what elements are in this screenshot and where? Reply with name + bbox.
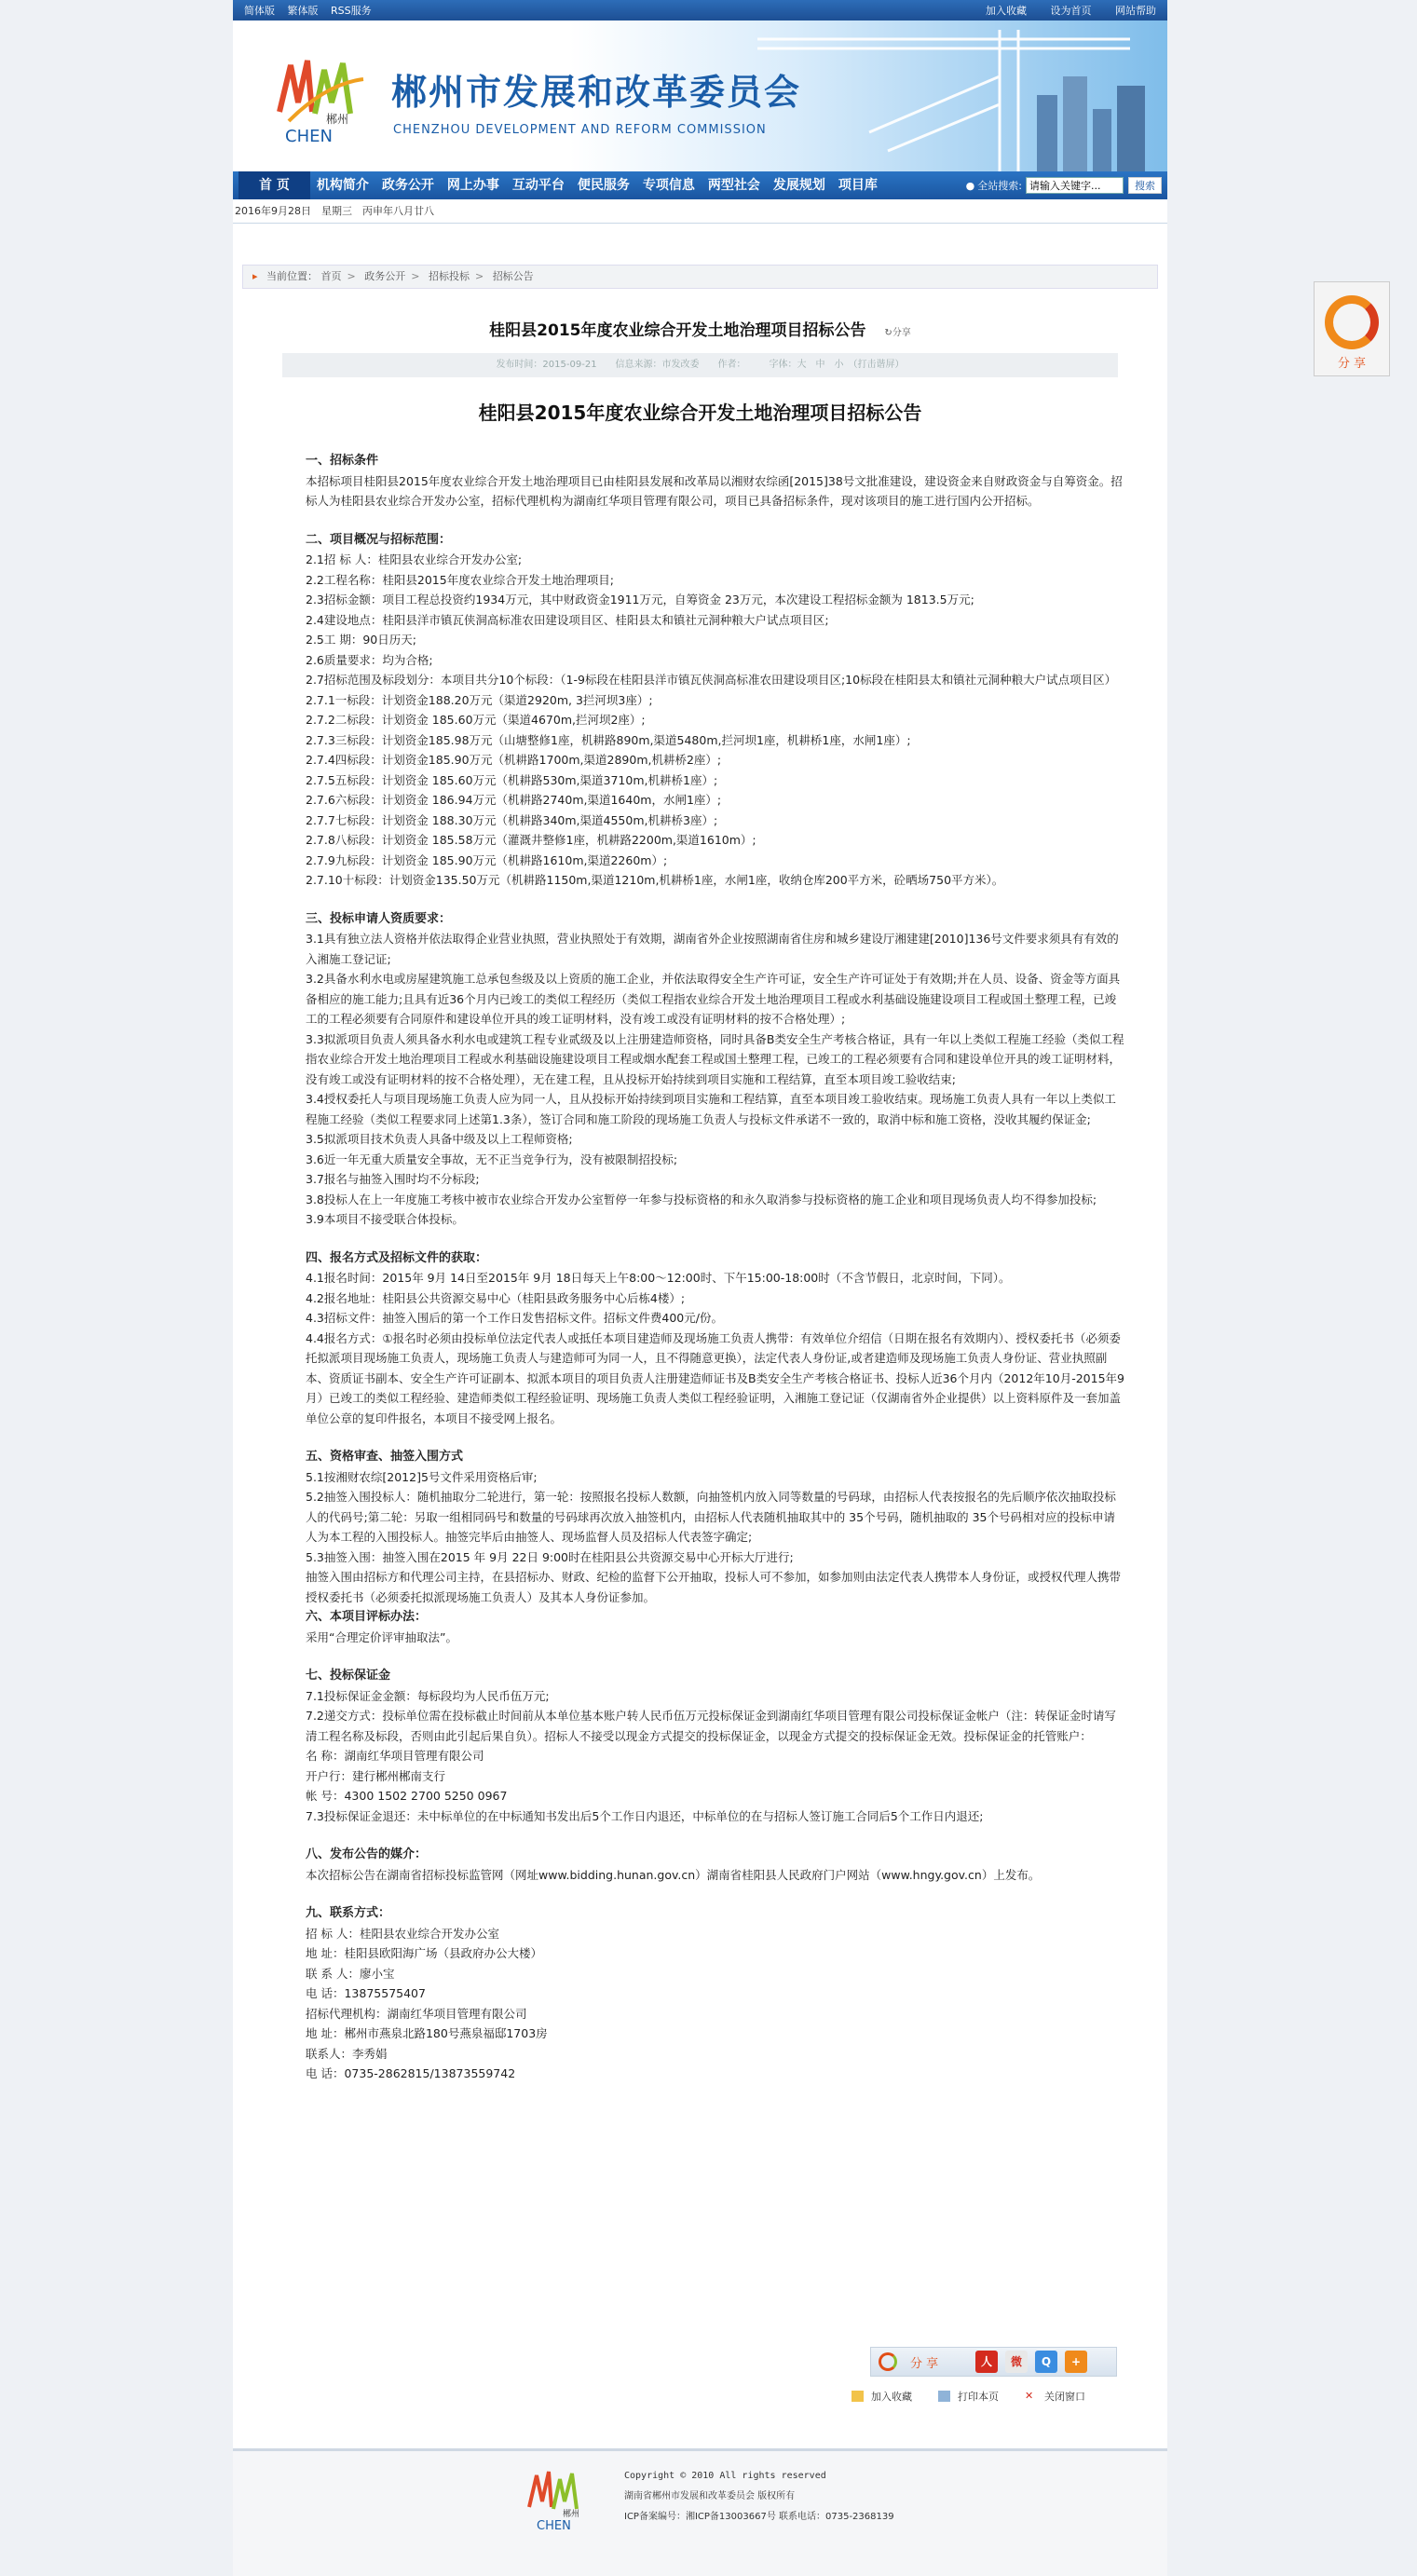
crane-skyline-image (702, 20, 1167, 171)
footer-logo-text: 郴州 (563, 2510, 580, 2519)
top-bar (233, 0, 1167, 20)
body-paragraph: 开户行：建行郴州郴南支行 (306, 1768, 446, 1783)
body-paragraph: 2.7.4四标段：计划资金185.90万元（机耕路1700m,渠道2890m,机耕桥2座）; (306, 753, 722, 767)
share-icon: ↻ (884, 328, 892, 338)
search-button[interactable]: 搜索 (1128, 177, 1162, 194)
footer-icp: ICP备案编号：湘ICP备13003667号 联系电话：0735-2368139 (624, 2512, 894, 2522)
body-paragraph: 帐 号：4300 1502 2700 5250 0967 (306, 1789, 508, 1803)
page (233, 0, 1167, 2576)
body-paragraph: 2.1招 标 人：桂阳县农业综合开发办公室; (306, 552, 523, 566)
spacer (306, 1885, 1125, 1903)
body-paragraph: 2.7.8八标段：计划资金 185.58万元（灌溉井整修1座，机耕路2200m,渠道1610m）; (306, 833, 756, 847)
favorite-icon (852, 2391, 864, 2402)
body-paragraph: 2.4建设地点：桂阳县洋市镇瓦侠洞高标准农田建设项目区、桂阳县太和镇社元洞种粮大户试点项目区; (306, 612, 829, 627)
body-paragraph: 2.3招标金额：项目工程总投资约1934万元，其中财政资金1911万元，自筹资金 23万元，本次建设工程招标金额为 1813.5万元; (306, 593, 974, 607)
breadcrumb-gov-affairs[interactable]: 政务公开 (364, 270, 406, 282)
side-share-widget[interactable] (1314, 281, 1390, 376)
site-title: 郴州市发展和改革委员会 (391, 72, 802, 113)
arrow-icon: ▸ (252, 270, 258, 282)
nav-home[interactable]: 首 页 (238, 171, 310, 199)
body-paragraph: 3.3拟派项目负责人须具备水利水电或建筑工程专业贰级及以上注册建造师资格，同时具备B类安全生产考核合格证，具有一年以上类似工程施工经验（类似工程指农业综合开发土地治理项目工程或水利基础设施建设项目工程或烟水配套工程或国土整理工程，已竣工的工程必须要有合同和建设单位开具的竣工证明材料，没有竣工或没有证明材料的按不合格处理），无在建工程，且从投标开始持续到项目实施和工程结算，直至本项目竣工验收结束; (306, 1031, 1124, 1086)
nav-online-service[interactable]: 网上办事 (446, 178, 499, 193)
weibo-icon[interactable]: 微 (1005, 2351, 1028, 2373)
body-paragraph: 3.1具有独立法人资格并依法取得企业营业执照，营业执照处于有效期，湖南省外企业按照湖南省住房和城乡建设厅湘建建[2010]136号文件要求须具有有效的入湘施工登记证; (306, 932, 1119, 966)
body-paragraph: 3.6近一年无重大质量安全事故，无不正当竞争行为，没有被限制招投标; (306, 1152, 678, 1166)
logo-text: 郴州 (326, 113, 349, 126)
section-heading: 五、资格审查、抽签入围方式 (306, 1450, 464, 1464)
body-paragraph: 5.3抽签入围：抽签入围在2015 年 9月 22日 9:00时在桂阳县公共资源交易中心开标大厅进行; (306, 1549, 794, 1564)
spacer (306, 1826, 1125, 1845)
body-paragraph: 2.6质量要求：均为合格; (306, 652, 433, 667)
article-title: 桂阳县2015年度农业综合开发土地治理项目招标公告 (489, 321, 866, 340)
logo-sub: CHEN (285, 127, 333, 146)
more-share-icon[interactable]: + (1065, 2351, 1087, 2373)
footer-text (624, 2466, 894, 2528)
footer (233, 2448, 1167, 2576)
body-paragraph: 3.2具备水利水电或房屋建筑施工总承包叁级及以上资质的施工企业，并依法取得安全生产许可证，安全生产许可证处于有效期;并在人员、设备、资金等方面具备相应的施工能力;且具有近36个月内已竣工的类似工程经历（类似工程指农业综合开发土地治理项目工程或水利基础设施建设项目工程或国土整理工程，已竣工的工程必须要有合同原件和建设单位开具的竣工证明材料，没有竣工或没有证明材料的按不合格处理）; (306, 972, 1121, 1026)
nav-project-library[interactable]: 项目库 (838, 178, 878, 193)
site-title-en: CHENZHOU DEVELOPMENT AND REFORM COMMISSION (393, 123, 767, 137)
body-paragraph: 地 址：郴州市燕泉北路180号燕泉福邸1703房 (306, 2026, 548, 2040)
spacer (306, 511, 1125, 530)
site-logo[interactable] (270, 47, 382, 149)
body-paragraph: 地 址：桂阳县欧阳海广场（县政府办公大楼） (306, 1946, 542, 1960)
body-paragraph: 电 话：13875575407 (306, 1986, 426, 2000)
body-paragraph: 本次招标公告在湖南省招标投标监管网（网址www.bidding.hunan.gov.cn）湖南省桂阳县人民政府门户网站（www.hngy.gov.cn）上发布。 (306, 1867, 1041, 1882)
body-paragraph: 4.2报名地址：桂阳县公共资源交易中心（桂阳县政务服务中心后栋4楼）; (306, 1290, 686, 1305)
body-paragraph: 2.7.7七标段：计划资金 188.30万元（机耕路340m,渠道4550m,机耕桥3座）; (306, 812, 718, 827)
breadcrumb: ▸ 当前位置： 首页 > 政务公开 > 招标投标 > 招标公告 (242, 265, 1158, 289)
breadcrumb-notice[interactable]: 招标公告 (492, 270, 534, 282)
body-paragraph: 3.8投标人在上一年度施工考核中被市农业综合开发办公室暂停一年参与投标资格的和永久取消参与投标资格的施工企业和项目现场负责人均不得参加投标; (306, 1192, 1097, 1206)
section-heading: 四、报名方式及招标文件的获取： (306, 1250, 488, 1265)
section-heading: 二、项目概况与招标范围： (306, 532, 452, 547)
spacer (306, 1230, 1125, 1248)
footer-logo (524, 2462, 598, 2533)
body-paragraph: 招 标 人：桂阳县农业综合开发办公室 (306, 1926, 499, 1941)
body-paragraph: 名 称：湖南红华项目管理有限公司 (306, 1749, 484, 1763)
link-simplified[interactable]: 简体版 (244, 5, 275, 17)
link-add-favorite[interactable]: 加入收藏 (986, 5, 1027, 17)
body-paragraph: 4.1报名时间：2015年 9月 14日至2015年 9月 18日每天上午8:00～12:00时、下午15:00-18:00时（不含节假日，北京时间，下同）。 (306, 1271, 1011, 1285)
close-icon: ✕ (1025, 2390, 1034, 2402)
search-icon: ● (965, 179, 975, 192)
body-paragraph: 2.7.9九标段：计划资金 185.90万元（机耕路1610m,渠道2260m）; (306, 852, 668, 867)
footer-logo-sub: CHEN (537, 2519, 571, 2533)
top-links-left (244, 3, 381, 18)
spacer (306, 1428, 1125, 1447)
nav-interaction[interactable]: 互动平台 (511, 178, 565, 193)
body-paragraph: 7.2递交方式：投标单位需在投标截止时间前从本单位基本账户转人民币伍万元投标保证金到湖南红华项目管理有限公司投标保证金帐户（注：转保证金时请写清工程名称及标段，否则由此引起后果自负）。招标人不接受以现金方式提交的投标保证金，以现金方式提交的投标保证金无效。投标保证金的托管账户： (306, 1709, 1116, 1743)
share-logo-icon (879, 2352, 897, 2371)
footer-copyright: Copyright © 2010 All rights reserved (624, 2471, 826, 2481)
print-icon (938, 2391, 950, 2402)
print-link[interactable]: 打印本页 (938, 2389, 999, 2404)
body-paragraph: 联系人：李秀娟 (306, 2046, 388, 2061)
share-button[interactable] (879, 2352, 968, 2371)
body-paragraph: 4.3招标文件：抽签入围后的第一个工作日发售招标文件。招标文件费400元/份。 (306, 1311, 723, 1325)
spacer (306, 891, 1125, 909)
share-toolbar (870, 2347, 1117, 2377)
body-paragraph: 2.7.1一标段：计划资金188.20万元（渠道2920m, 3拦河坝3座）; (306, 692, 653, 707)
breadcrumb-bidding[interactable]: 招标投标 (428, 270, 470, 282)
section-heading: 三、投标申请人资质要求： (306, 911, 452, 926)
body-paragraph: 2.2工程名称：桂阳县2015年度农业综合开发土地治理项目; (306, 572, 614, 587)
body-paragraph: 抽签入围由招标方和代理公司主持，在县招标办、财政、纪检的监督下公开抽取，投标人可不参加，如参加则由法定代表人携带本人身份证，或授权代理人携带授权委托书（必须委托拟派现场施工负责人）及其本人身份证参加。 (306, 1570, 1122, 1604)
section-heading: 一、招标条件 (306, 454, 379, 468)
nav-development-plan[interactable]: 发展规划 (772, 178, 825, 193)
body-paragraph: 2.5工 期：90日历天; (306, 633, 416, 647)
article-body (306, 451, 1125, 2084)
qq-icon[interactable]: Q (1035, 2351, 1057, 2373)
add-favorite-link[interactable]: 加入收藏 (852, 2389, 912, 2404)
body-paragraph: 5.1按湘财农综[2012]5号文件采用资格后审; (306, 1469, 538, 1484)
search-label: 全站搜索: (977, 180, 1022, 192)
link-help[interactable]: 网站帮助 (1115, 5, 1156, 17)
share-mini-label: 分享 (892, 328, 911, 338)
main-nav (233, 171, 1167, 199)
section-heading: 六、本项目评标办法： (306, 1610, 428, 1624)
body-paragraph: 4.4报名方式：①报名时必须由投标单位法定代表人或抵任本项目建造师及现场施工负责人携带：有效单位介绍信（日期在报名有效期内）、授权委托书（必须委托拟派项目现场施工负责人，现场施工负责人与建造师可为同一人，且不得随意更换），法定代表人身份证,或者建造师及现场施工负责人身份证、营业执照副本、资质证书副本、安全生产许可证副本、拟派本项目的项目负责人注册建造师证书及B类安全生产考核合格证书、投标人近36个月内（2012年10月-2015年9月）已竣工的类似工程经验、建造师类似工程经验证明、现场施工负责人类似工程经验证明，入湘施工登记证（仅湖南省外企业提供）以上资料原件及一套加盖单位公章的复印件报名，本项目不接受网上报名。 (306, 1330, 1124, 1425)
nav-about[interactable]: 机构简介 (316, 178, 369, 193)
link-set-homepage[interactable]: 设为首页 (1050, 5, 1092, 17)
section-heading: 八、发布公告的媒介： (306, 1847, 428, 1861)
link-traditional[interactable]: 繁体版 (287, 5, 319, 17)
body-paragraph: 2.7.6六标段：计划资金 186.94万元（机耕路2740m,渠道1640m，水闸1座）; (306, 793, 722, 807)
body-paragraph: 3.9本项目不接受联合体投标。 (306, 1212, 464, 1226)
article-title-row (233, 317, 1167, 340)
breadcrumb-label: 当前位置： (266, 270, 319, 282)
close-window-link[interactable]: ✕ 关闭窗口 (1025, 2390, 1085, 2403)
body-paragraph: 本招标项目桂阳县2015年度农业综合开发土地治理项目已由桂阳县发展和改革局以湘财农综函[2015]38号文批准建设，建设资金来自财政资金与自筹资金。招标人为桂阳县农业综合开发办公室，招标代理机构为湖南红华项目管理有限公司，项目已具备招标条件，现对该项目的施工进行国内公开招标。 (306, 473, 1123, 508)
body-paragraph: 7.1投标保证金金额：每标段均为人民币伍万元; (306, 1688, 550, 1703)
side-share-icon (1325, 295, 1379, 349)
link-rss[interactable]: RSS服务 (331, 5, 372, 17)
body-paragraph: 联 系 人：廖小宝 (306, 1966, 395, 1981)
body-paragraph: 7.3投标保证金退还：未中标单位的在中标通知书发出后5个工作日内退还，中标单位的在与招标人签订施工合同后5个工作日内退还; (306, 1808, 984, 1823)
nav-two-type-society[interactable]: 两型社会 (707, 178, 760, 193)
section-heading: 七、投标保证金 (306, 1669, 391, 1683)
body-paragraph: 2.7.10十标段：计划资金135.50万元（机耕路1150m,渠道1210m,机耕桥1座，水闸1座，收纳仓库200平方米，砼晒场750平方米）。 (306, 873, 1004, 887)
body-paragraph: 2.7.2二标段：计划资金 185.60万元（渠道4670m,拦河坝2座）; (306, 713, 646, 727)
nav-special-info[interactable]: 专项信息 (642, 178, 695, 193)
body-paragraph: 电 话：0735-2862815/13873559742 (306, 2066, 516, 2080)
body-paragraph: 3.4授权委托人与项目现场施工负责人应为同一人，且从投标开始持续到项目实施和工程结算，直至本项目竣工验收结束。现场施工负责人具有一年以上类似工程施工经验（类似工程要求同上述第1.3条），签订合同和施工阶段的现场施工负责人与投标文件承诺不一致的，取消中标和施工资格，没收其履约保证金; (306, 1092, 1116, 1126)
body-paragraph: 3.7报名与抽签入围时均不分标段; (306, 1172, 480, 1186)
spacer (306, 1647, 1125, 1666)
search-input[interactable] (1026, 177, 1124, 194)
body-paragraph: 2.7招标范围及标段划分：本项目共分10个标段：（1-9标段在桂阳县洋市镇瓦侠洞高标准农田建设项目区;10标段在桂阳县太和镇社元洞种粮大户试点项目区） (306, 673, 1117, 687)
body-paragraph: 2.7.3三标段：计划资金185.98万元（山塘整修1座，机耕路890m,渠道5480m,拦河坝1座，机耕桥1座，水闸1座）; (306, 732, 911, 747)
side-share-label: 分 享 (1337, 357, 1367, 371)
top-links-right (965, 3, 1156, 18)
site-search (966, 177, 1167, 194)
section-heading: 九、联系方式： (306, 1906, 391, 1920)
body-paragraph: 招标代理机构：湖南红华项目管理有限公司 (306, 2006, 527, 2021)
share-mini-button[interactable] (884, 328, 910, 338)
footer-owner: 湖南省郴州市发展和改革委员会 版权所有 (624, 2491, 796, 2501)
body-paragraph: 2.7.5五标段：计划资金 185.60万元（机耕路530m,渠道3710m,机耕桥1座）; (306, 772, 718, 787)
article-heading: 桂阳县2015年度农业综合开发土地治理项目招标公告 (478, 402, 922, 424)
share-label: 分 享 (910, 2356, 939, 2371)
body-paragraph: 采用“合理定价评审抽取法”。 (306, 1629, 457, 1644)
breadcrumb-home[interactable]: 首页 (320, 270, 342, 282)
site-banner (233, 20, 1167, 171)
date-bar: 2016年9月28日 星期三 丙申年八月廿八 (233, 199, 1167, 224)
body-paragraph: 5.2抽签入围投标人：随机抽取分二轮进行，第一轮：按照报名投标人数额，向抽签机内放入同等数量的号码球，由招标人代表按报名的先后顺序依次抽取投标人的代码号;第二轮：另取一组相同码号和数量的号码球再次放入抽签机内，由招标人代表随机抽取其中的 35个号码，随机抽取的 35个号码相对应的投标申请人为本工程的入围投标人。抽签完毕后由抽签人、现场监督人员及招标人代表签字确定; (306, 1490, 1116, 1544)
bottom-links (852, 2389, 1111, 2404)
nav-gov-affairs[interactable]: 政务公开 (381, 178, 434, 193)
nav-public-service[interactable]: 便民服务 (577, 178, 630, 193)
renren-icon[interactable]: 人 (975, 2351, 998, 2373)
article-meta: 发布时间：2015-09-21 信息来源：市发改委 作者： 字体：大 中 小 （打击谐屏） (282, 353, 1118, 377)
body-paragraph: 3.5拟派项目技术负责人具备中级及以上工程师资格; (306, 1132, 573, 1146)
